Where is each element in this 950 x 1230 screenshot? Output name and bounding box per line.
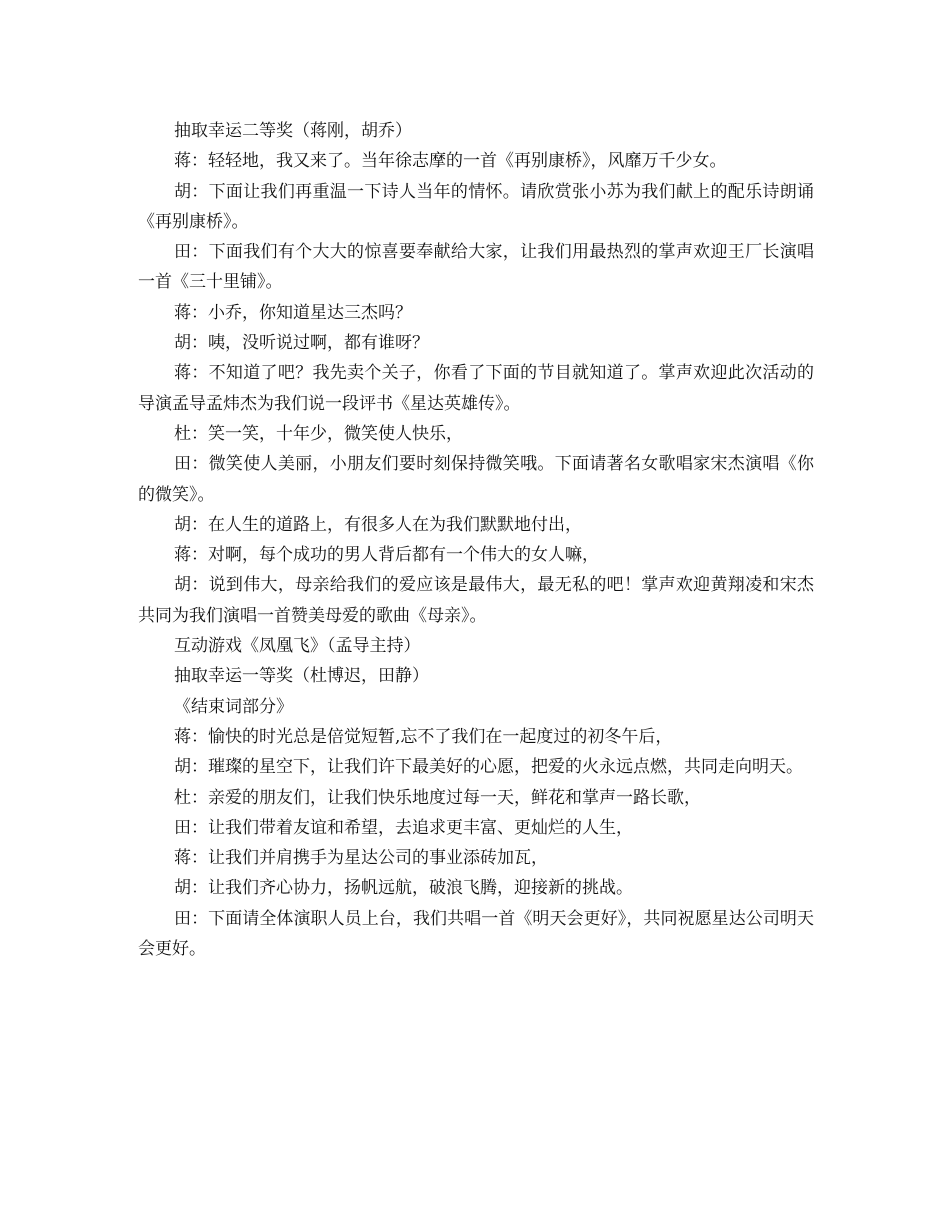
- paragraph-hu-answer: 胡：咦，没听说过啊，都有谁呀？: [174, 333, 429, 354]
- paragraph-tian-closing: 田：让我们带着友谊和希望，去追求更丰富、更灿烂的人生，: [174, 817, 633, 838]
- document-body: [138, 116, 814, 964]
- paragraph-hu-mother-song: 胡：说到伟大，母亲给我们的爱应该是最伟大，最无私的吧！掌声欢迎黄翔凌和宋杰共同为我们演唱一首赞美母爱的歌曲《母亲》。: [138, 575, 814, 626]
- paragraph-closing-section-title: 《结束词部分》: [174, 696, 293, 717]
- paragraph-hu-poem-recital: 胡：下面让我们再重温一下诗人当年的情怀。请欣赏张小苏为我们献上的配乐诗朗诵《再别康桥》。: [138, 181, 814, 232]
- paragraph-du-smile: 杜：笑一笑，十年少，微笑使人快乐，: [174, 423, 463, 444]
- paragraph-hu-life-road: 胡：在人生的道路上，有很多人在为我们默默地付出，: [174, 514, 582, 535]
- paragraph-lottery-first-prize: 抽取幸运一等奖（杜博迟，田静）: [174, 666, 429, 687]
- paragraph-jiang-xu-zhimo: 蒋：轻轻地，我又来了。当年徐志摩的一首《再别康桥》，风靡万千少女。: [174, 151, 727, 172]
- paragraph-interactive-game: 互动游戏《凤凰飞》（孟导主持）: [174, 636, 421, 657]
- paragraph-hu-challenge: 胡：让我们齐心协力，扬帆远航，破浪飞腾，迎接新的挑战。: [174, 878, 633, 899]
- paragraph-du-closing: 杜：亲爱的朋友们，让我们快乐地度过每一天，鲜花和掌声一路长歌，: [174, 787, 701, 808]
- paragraph-hu-closing: 胡：璀璨的星空下，让我们许下最美好的心愿，把爱的火永远点燃，共同走向明天。: [174, 757, 803, 778]
- paragraph-jiang-great-woman: 蒋：对啊，每个成功的男人背后都有一个伟大的女人嘛，: [174, 545, 599, 566]
- paragraph-jiang-storytelling: 蒋：不知道了吧？我先卖个关子，你看了下面的节目就知道了。掌声欢迎此次活动的导演孟导孟炜杰为我们说一段评书《星达英雄传》。: [138, 363, 814, 414]
- paragraph-lottery-second-prize: 抽取幸运二等奖（蒋刚，胡乔）: [174, 121, 412, 141]
- paragraph-jiang-company: 蒋：让我们并肩携手为星达公司的事业添砖加瓦，: [174, 848, 548, 869]
- paragraph-jiang-question: 蒋：小乔，你知道星达三杰吗？: [174, 302, 412, 323]
- paragraph-tian-final-song: 田：下面请全体演职人员上台，我们共唱一首《明天会更好》，共同祝愿星达公司明天会更好。: [138, 908, 814, 960]
- paragraph-tian-your-smile: 田：微笑使人美丽，小朋友们要时刻保持微笑哦。下面请著名女歌唱家宋杰演唱《你的微笑》。: [138, 454, 814, 505]
- paragraph-tian-surprise: 田：下面我们有个大大的惊喜要奉献给大家，让我们用最热烈的掌声欢迎王厂长演唱一首《三十里铺》。: [138, 242, 814, 293]
- paragraph-jiang-closing: 蒋：愉快的时光总是倍觉短暂,忘不了我们在一起度过的初冬午后，: [174, 726, 673, 747]
